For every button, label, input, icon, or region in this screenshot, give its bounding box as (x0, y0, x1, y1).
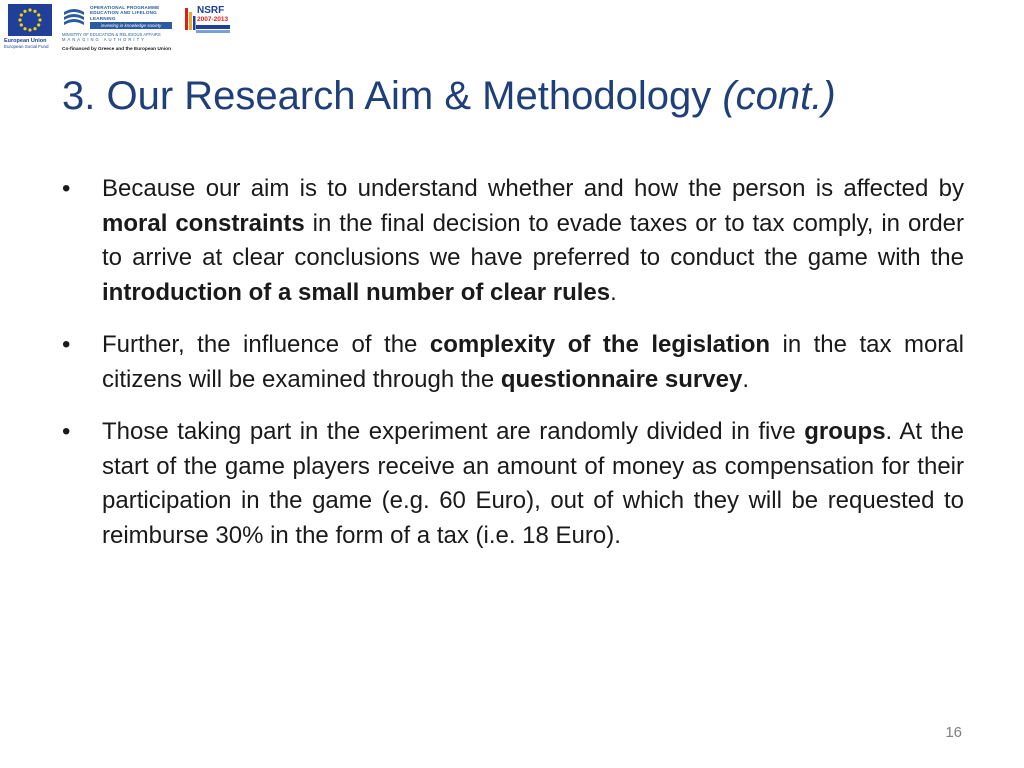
slide-title-text: 3. Our Research Aim & Methodology (62, 74, 712, 118)
nsrf-bar-secondary (196, 30, 230, 33)
operational-programme-logo (60, 2, 254, 54)
bullet-item (62, 415, 964, 553)
bullet-text: . (742, 365, 749, 393)
eu-subcaption: European Social Fund (4, 44, 49, 49)
bullet-item (62, 172, 964, 310)
programme-slogan: investing in knowledge society (90, 22, 172, 29)
programme-title: OPERATIONAL PROGRAMME EDUCATION AND LIFELONG LEARNING (90, 5, 160, 21)
nsrf-logo (184, 6, 230, 36)
eu-logo (4, 2, 56, 54)
eu-flag-icon (8, 4, 52, 36)
nsrf-bar (196, 25, 230, 29)
managing-authority: MANAGING AUTHORITY (62, 37, 146, 42)
page-number: 16 (945, 724, 962, 741)
bullet-text: Further, the influence of the (102, 331, 430, 358)
bullet-emphasis: complexity of the legislation (429, 331, 771, 358)
nsrf-emblem-icon (184, 6, 196, 32)
slide-title-suffix: (cont.) (722, 74, 836, 118)
bullet-emphasis: introduction of a small number of clear rules (102, 278, 611, 306)
bullet-marker: • (62, 175, 71, 202)
bullet-text: . (610, 278, 617, 306)
bullet-text: . At the start of the game players receive an amount of money as compensation for their participation in the game (e.g. 60 Euro), out of which they will be requested to reimburse 30% in the form of a tax (i.e. 18 Euro). (102, 418, 964, 549)
bullet-text: Because our aim is to understand whether and how the person is affected by (102, 175, 964, 202)
eu-caption: European Union (4, 38, 47, 44)
slide-title (62, 70, 836, 122)
programme-emblem-icon (62, 6, 86, 30)
bullet-text: in the tax moral citizens will be examined through the (102, 331, 964, 393)
nsrf-label: NSRF (197, 5, 225, 16)
bullet-emphasis: questionnaire survey (500, 365, 743, 393)
cofinanced-note: Co-financed by Greece and the European Union (62, 47, 172, 52)
bullet-marker: • (62, 331, 71, 358)
bullet-item (62, 328, 964, 397)
bullet-text: Those taking part in the experiment are randomly divided in five (102, 418, 805, 445)
bullet-text: in the final decision to evade taxes or to tax comply, in order to arrive at clear conclusions we have preferred to conduct the game with the (102, 209, 965, 271)
bullet-list (62, 172, 964, 571)
nsrf-years: 2007-2013 (197, 16, 229, 23)
ministry-name: MINISTRY OF EDUCATION & RELIGIOUS AFFAIRS (62, 32, 161, 37)
bullet-emphasis: groups (804, 418, 886, 445)
sponsor-logos (4, 2, 254, 56)
bullet-emphasis: moral constraints (102, 209, 305, 237)
bullet-marker: • (62, 418, 71, 445)
